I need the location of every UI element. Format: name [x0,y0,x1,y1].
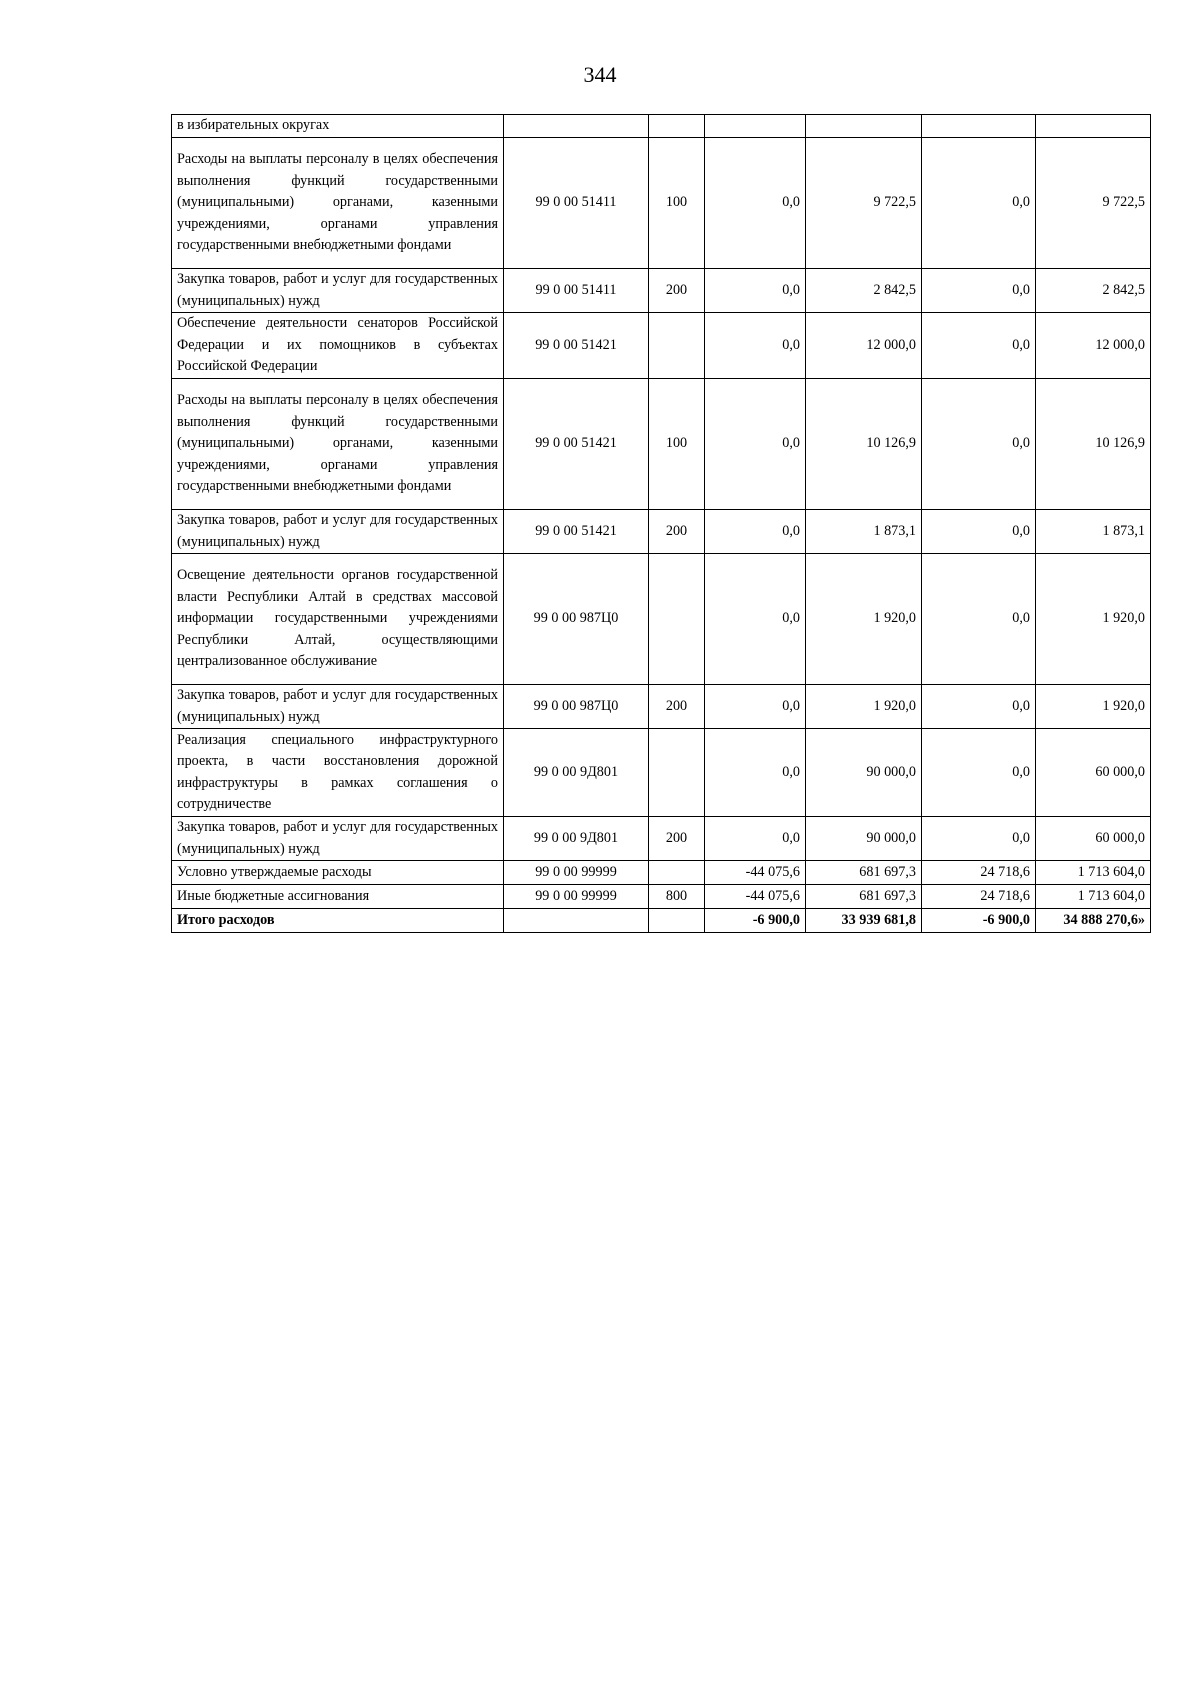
total-value-4: 34 888 270,6» [1036,909,1151,933]
row-value-4: 10 126,9 [1036,379,1151,510]
row-value-3: 0,0 [922,313,1036,379]
row-value-4: 60 000,0 [1036,729,1151,817]
total-code [504,909,649,933]
row-name: Закупка товаров, работ и услуг для государственных (муниципальных) нужд [172,817,504,861]
row-code: 99 0 00 51421 [504,510,649,554]
row-value-1: 0,0 [705,510,806,554]
row-value-4: 1 920,0 [1036,554,1151,685]
table-row [172,269,1151,313]
row-value-4: 1 873,1 [1036,510,1151,554]
row-kvr: 200 [649,685,705,729]
table-row [172,817,1151,861]
table-row [172,554,1151,685]
budget-table [171,114,1151,933]
row-value-1: 0,0 [705,138,806,269]
row-kvr: 100 [649,379,705,510]
row-value-2: 1 920,0 [806,685,922,729]
row-value-1: 0,0 [705,817,806,861]
row-name: в избирательных округах [172,115,504,138]
row-value-3: 0,0 [922,379,1036,510]
row-name: Расходы на выплаты персоналу в целях обеспечения выполнения функций государственными (муниципальными) органами, казенными учреждениями, органами управления государственными внебюджетными фондами [172,138,504,269]
row-value-4: 1 713 604,0 [1036,861,1151,885]
row-kvr [649,861,705,885]
row-kvr: 200 [649,269,705,313]
total-kvr [649,909,705,933]
row-value-4: 9 722,5 [1036,138,1151,269]
table-row [172,510,1151,554]
row-value-3: 24 718,6 [922,861,1036,885]
row-name: Расходы на выплаты персоналу в целях обеспечения выполнения функций государственными (муниципальными) органами, казенными учреждениями, органами управления государственными внебюджетными фондами [172,379,504,510]
row-value-1: 0,0 [705,729,806,817]
row-value-1: 0,0 [705,379,806,510]
table-row [172,685,1151,729]
row-kvr: 800 [649,885,705,909]
row-value-2: 12 000,0 [806,313,922,379]
row-name: Обеспечение деятельности сенаторов Российской Федерации и их помощников в субъектах Российской Федерации [172,313,504,379]
row-value-2: 9 722,5 [806,138,922,269]
row-value-2: 1 920,0 [806,554,922,685]
row-code: 99 0 00 51421 [504,379,649,510]
row-name: Закупка товаров, работ и услуг для государственных (муниципальных) нужд [172,269,504,313]
row-name: Условно утверждаемые расходы [172,861,504,885]
row-value-4: 1 713 604,0 [1036,885,1151,909]
row-code: 99 0 00 51411 [504,269,649,313]
row-value-1: -44 075,6 [705,861,806,885]
total-row [172,909,1151,933]
row-value-4: 60 000,0 [1036,817,1151,861]
row-value-3: 0,0 [922,554,1036,685]
row-kvr [649,729,705,817]
row-code: 99 0 00 99999 [504,861,649,885]
table-row [172,861,1151,885]
row-value-1: 0,0 [705,685,806,729]
row-value-2 [806,115,922,138]
row-name: Иные бюджетные ассигнования [172,885,504,909]
row-value-2: 90 000,0 [806,817,922,861]
row-value-1: -44 075,6 [705,885,806,909]
row-value-1: 0,0 [705,313,806,379]
row-value-2: 1 873,1 [806,510,922,554]
table-row [172,115,1151,138]
row-kvr [649,554,705,685]
table-row [172,313,1151,379]
row-value-4 [1036,115,1151,138]
row-value-4: 1 920,0 [1036,685,1151,729]
row-kvr [649,313,705,379]
row-value-4: 2 842,5 [1036,269,1151,313]
row-value-3: 0,0 [922,269,1036,313]
row-kvr [649,115,705,138]
row-value-3: 0,0 [922,729,1036,817]
row-name: Реализация специального инфраструктурного проекта, в части восстановления дорожной инфраструктуры в рамках соглашения о сотрудничестве [172,729,504,817]
row-code: 99 0 00 987Ц0 [504,685,649,729]
row-value-1 [705,115,806,138]
table-row [172,885,1151,909]
table-row [172,729,1151,817]
row-value-2: 10 126,9 [806,379,922,510]
row-name: Закупка товаров, работ и услуг для государственных (муниципальных) нужд [172,685,504,729]
total-label: Итого расходов [172,909,504,933]
row-kvr: 200 [649,817,705,861]
row-code: 99 0 00 99999 [504,885,649,909]
row-code: 99 0 00 987Ц0 [504,554,649,685]
row-value-2: 2 842,5 [806,269,922,313]
total-value-1: -6 900,0 [705,909,806,933]
row-value-4: 12 000,0 [1036,313,1151,379]
row-name: Закупка товаров, работ и услуг для государственных (муниципальных) нужд [172,510,504,554]
row-value-1: 0,0 [705,269,806,313]
row-name: Освещение деятельности органов государственной власти Республики Алтай в средствах массовой информации государственными учреждениями Республики Алтай, осуществляющими централизованное обслуживание [172,554,504,685]
row-value-3 [922,115,1036,138]
page-number: 344 [583,62,617,87]
row-value-2: 90 000,0 [806,729,922,817]
row-kvr: 100 [649,138,705,269]
row-code: 99 0 00 51411 [504,138,649,269]
row-kvr: 200 [649,510,705,554]
table-row [172,379,1151,510]
row-value-3: 0,0 [922,817,1036,861]
total-value-3: -6 900,0 [922,909,1036,933]
row-code: 99 0 00 9Д801 [504,729,649,817]
row-code: 99 0 00 51421 [504,313,649,379]
total-value-2: 33 939 681,8 [806,909,922,933]
row-value-1: 0,0 [705,554,806,685]
row-code: 99 0 00 9Д801 [504,817,649,861]
row-value-3: 24 718,6 [922,885,1036,909]
row-value-3: 0,0 [922,685,1036,729]
row-code [504,115,649,138]
row-value-3: 0,0 [922,138,1036,269]
row-value-2: 681 697,3 [806,885,922,909]
row-value-2: 681 697,3 [806,861,922,885]
row-value-3: 0,0 [922,510,1036,554]
table-row [172,138,1151,269]
